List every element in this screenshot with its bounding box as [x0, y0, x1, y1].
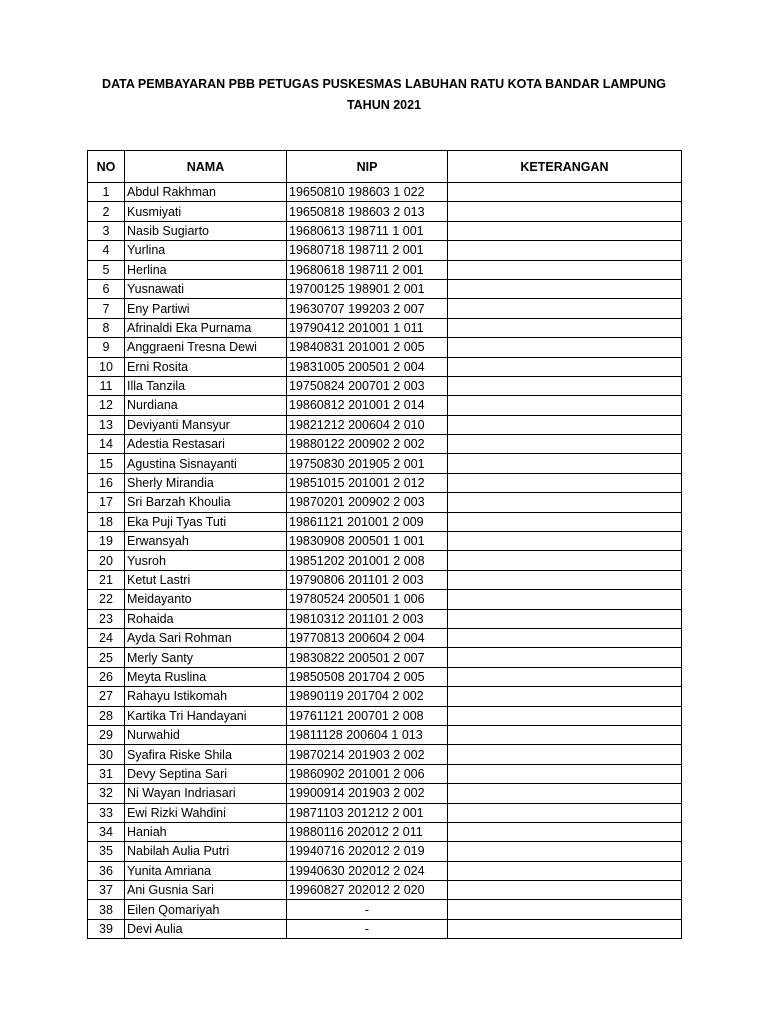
table-row [88, 764, 682, 783]
row-nip: 19851015 201001 2 012 [287, 473, 448, 492]
row-number: 36 [88, 861, 125, 880]
row-nip: 19790412 201001 1 011 [287, 318, 448, 337]
row-name: Afrinaldi Eka Purnama [125, 318, 287, 337]
row-nip: 19900914 201903 2 002 [287, 784, 448, 803]
row-nip: 19680718 198711 2 001 [287, 241, 448, 260]
table-row [88, 183, 682, 202]
row-number: 17 [88, 493, 125, 512]
table-row [88, 861, 682, 880]
row-keterangan [448, 919, 682, 938]
row-number: 38 [88, 900, 125, 919]
table-row [88, 570, 682, 589]
row-name: Eilen Qomariyah [125, 900, 287, 919]
row-keterangan [448, 745, 682, 764]
row-keterangan [448, 318, 682, 337]
row-name: Ketut Lastri [125, 570, 287, 589]
header-nip: NIP [287, 151, 448, 183]
table-row [88, 357, 682, 376]
row-keterangan [448, 667, 682, 686]
table-row [88, 725, 682, 744]
table-row [88, 609, 682, 628]
row-nip: 19810312 201101 2 003 [287, 609, 448, 628]
row-keterangan [448, 590, 682, 609]
row-keterangan [448, 376, 682, 395]
row-name: Herlina [125, 260, 287, 279]
table-body [88, 183, 682, 939]
row-name: Sherly Mirandia [125, 473, 287, 492]
row-number: 19 [88, 532, 125, 551]
row-number: 24 [88, 628, 125, 647]
row-keterangan [448, 260, 682, 279]
row-keterangan [448, 881, 682, 900]
row-name: Sri Barzah Khoulia [125, 493, 287, 512]
row-nip: 19940716 202012 2 019 [287, 842, 448, 861]
row-nip: 19680613 198711 1 001 [287, 221, 448, 240]
row-nip: 19650818 198603 2 013 [287, 202, 448, 221]
table-row [88, 881, 682, 900]
row-keterangan [448, 396, 682, 415]
title-line-2: TAHUN 2021 [346, 98, 422, 112]
row-keterangan [448, 803, 682, 822]
row-number: 2 [88, 202, 125, 221]
row-number: 35 [88, 842, 125, 861]
row-number: 15 [88, 454, 125, 473]
row-keterangan [448, 784, 682, 803]
row-keterangan [448, 764, 682, 783]
table-row [88, 919, 682, 938]
table-row [88, 493, 682, 512]
row-nip: 19761121 200701 2 008 [287, 706, 448, 725]
table-row [88, 900, 682, 919]
row-keterangan [448, 687, 682, 706]
row-name: Ewi Rizki Wahdini [125, 803, 287, 822]
title-line-1: DATA PEMBAYARAN PBB PETUGAS PUSKESMAS LABUHAN RATU KOTA BANDAR LAMPUNG [102, 77, 666, 91]
table-row [88, 803, 682, 822]
row-nip: 19860812 201001 2 014 [287, 396, 448, 415]
header-no: NO [88, 151, 125, 183]
row-number: 1 [88, 183, 125, 202]
row-keterangan [448, 183, 682, 202]
row-number: 39 [88, 919, 125, 938]
row-nip: 19880116 202012 2 011 [287, 822, 448, 841]
row-nip: 19890119 201704 2 002 [287, 687, 448, 706]
row-nip: 19811128 200604 1 013 [287, 725, 448, 744]
row-name: Abdul Rakhman [125, 183, 287, 202]
row-keterangan [448, 435, 682, 454]
row-name: Nasib Sugiarto [125, 221, 287, 240]
row-number: 31 [88, 764, 125, 783]
row-nip: 19850508 201704 2 005 [287, 667, 448, 686]
table-row [88, 628, 682, 647]
table-row [88, 318, 682, 337]
row-name: Syafira Riske Shila [125, 745, 287, 764]
row-number: 5 [88, 260, 125, 279]
row-keterangan [448, 842, 682, 861]
row-keterangan [448, 202, 682, 221]
table-row [88, 396, 682, 415]
row-name: Nurdiana [125, 396, 287, 415]
row-nip: 19790806 201101 2 003 [287, 570, 448, 589]
row-keterangan [448, 609, 682, 628]
row-keterangan [448, 454, 682, 473]
row-nip: 19830908 200501 1 001 [287, 532, 448, 551]
row-name: Devi Aulia [125, 919, 287, 938]
row-name: Nabilah Aulia Putri [125, 842, 287, 861]
row-nip: - [287, 900, 448, 919]
row-name: Adestia Restasari [125, 435, 287, 454]
row-nip: 19821212 200604 2 010 [287, 415, 448, 434]
row-number: 20 [88, 551, 125, 570]
table-row [88, 745, 682, 764]
table-row [88, 241, 682, 260]
row-name: Eka Puji Tyas Tuti [125, 512, 287, 531]
row-name: Yusroh [125, 551, 287, 570]
row-keterangan [448, 338, 682, 357]
table-row [88, 473, 682, 492]
row-keterangan [448, 299, 682, 318]
row-name: Yunita Amriana [125, 861, 287, 880]
payment-table [87, 150, 682, 939]
row-number: 10 [88, 357, 125, 376]
row-name: Eny Partiwi [125, 299, 287, 318]
row-keterangan [448, 532, 682, 551]
table-row [88, 338, 682, 357]
table-row [88, 532, 682, 551]
row-nip: 19831005 200501 2 004 [287, 357, 448, 376]
row-name: Illa Tanzila [125, 376, 287, 395]
row-keterangan [448, 357, 682, 376]
row-keterangan [448, 415, 682, 434]
document-title [0, 74, 768, 116]
row-number: 3 [88, 221, 125, 240]
row-keterangan [448, 279, 682, 298]
row-keterangan [448, 725, 682, 744]
row-number: 8 [88, 318, 125, 337]
row-name: Ni Wayan Indriasari [125, 784, 287, 803]
row-number: 27 [88, 687, 125, 706]
table-row [88, 842, 682, 861]
table-row [88, 260, 682, 279]
row-nip: 19780524 200501 1 006 [287, 590, 448, 609]
row-name: Ayda Sari Rohman [125, 628, 287, 647]
row-number: 34 [88, 822, 125, 841]
row-nip: 19940630 202012 2 024 [287, 861, 448, 880]
row-number: 37 [88, 881, 125, 900]
table-row [88, 512, 682, 531]
table-row [88, 221, 682, 240]
row-number: 21 [88, 570, 125, 589]
table-row [88, 667, 682, 686]
row-number: 4 [88, 241, 125, 260]
row-nip: 19960827 202012 2 020 [287, 881, 448, 900]
row-nip: 19680618 198711 2 001 [287, 260, 448, 279]
row-keterangan [448, 221, 682, 240]
table-row [88, 376, 682, 395]
row-number: 14 [88, 435, 125, 454]
table-row [88, 202, 682, 221]
row-number: 22 [88, 590, 125, 609]
table-row [88, 590, 682, 609]
row-nip: 19870214 201903 2 002 [287, 745, 448, 764]
row-keterangan [448, 706, 682, 725]
row-keterangan [448, 648, 682, 667]
row-name: Haniah [125, 822, 287, 841]
row-name: Erni Rosita [125, 357, 287, 376]
row-name: Rahayu Istikomah [125, 687, 287, 706]
row-number: 6 [88, 279, 125, 298]
row-nip: 19860902 201001 2 006 [287, 764, 448, 783]
row-name: Merly Santy [125, 648, 287, 667]
row-nip: - [287, 919, 448, 938]
row-number: 32 [88, 784, 125, 803]
row-name: Agustina Sisnayanti [125, 454, 287, 473]
row-number: 25 [88, 648, 125, 667]
row-number: 7 [88, 299, 125, 318]
table-row [88, 299, 682, 318]
row-number: 9 [88, 338, 125, 357]
row-name: Devy Septina Sari [125, 764, 287, 783]
row-keterangan [448, 551, 682, 570]
row-name: Yurlina [125, 241, 287, 260]
row-nip: 19770813 200604 2 004 [287, 628, 448, 647]
row-number: 23 [88, 609, 125, 628]
row-number: 29 [88, 725, 125, 744]
table-row [88, 706, 682, 725]
table-row [88, 648, 682, 667]
row-name: Yusnawati [125, 279, 287, 298]
row-number: 18 [88, 512, 125, 531]
row-nip: 19861121 201001 2 009 [287, 512, 448, 531]
row-keterangan [448, 493, 682, 512]
row-nip: 19871103 201212 2 001 [287, 803, 448, 822]
table-row [88, 454, 682, 473]
row-name: Anggraeni Tresna Dewi [125, 338, 287, 357]
row-number: 30 [88, 745, 125, 764]
table-row [88, 435, 682, 454]
row-nip: 19830822 200501 2 007 [287, 648, 448, 667]
row-keterangan [448, 512, 682, 531]
row-name: Rohaida [125, 609, 287, 628]
table-row [88, 822, 682, 841]
row-name: Kartika Tri Handayani [125, 706, 287, 725]
row-nip: 19840831 201001 2 005 [287, 338, 448, 357]
row-keterangan [448, 822, 682, 841]
row-keterangan [448, 861, 682, 880]
row-number: 13 [88, 415, 125, 434]
row-nip: 19700125 198901 2 001 [287, 279, 448, 298]
row-keterangan [448, 473, 682, 492]
table-row [88, 415, 682, 434]
row-name: Kusmiyati [125, 202, 287, 221]
table-row [88, 784, 682, 803]
row-keterangan [448, 570, 682, 589]
row-nip: 19851202 201001 2 008 [287, 551, 448, 570]
row-name: Deviyanti Mansyur [125, 415, 287, 434]
row-nip: 19870201 200902 2 003 [287, 493, 448, 512]
row-name: Nurwahid [125, 725, 287, 744]
row-number: 33 [88, 803, 125, 822]
row-number: 12 [88, 396, 125, 415]
row-nip: 19750830 201905 2 001 [287, 454, 448, 473]
row-number: 11 [88, 376, 125, 395]
row-nip: 19750824 200701 2 003 [287, 376, 448, 395]
header-keterangan: KETERANGAN [448, 151, 682, 183]
table-header-row [88, 151, 682, 183]
row-name: Erwansyah [125, 532, 287, 551]
row-keterangan [448, 241, 682, 260]
row-name: Meyta Ruslina [125, 667, 287, 686]
row-nip: 19650810 198603 1 022 [287, 183, 448, 202]
row-number: 28 [88, 706, 125, 725]
table-row [88, 687, 682, 706]
row-name: Ani Gusnia Sari [125, 881, 287, 900]
table-row [88, 551, 682, 570]
row-nip: 19630707 199203 2 007 [287, 299, 448, 318]
row-name: Meidayanto [125, 590, 287, 609]
row-nip: 19880122 200902 2 002 [287, 435, 448, 454]
table-row [88, 279, 682, 298]
row-keterangan [448, 900, 682, 919]
row-number: 16 [88, 473, 125, 492]
row-keterangan [448, 628, 682, 647]
header-nama: NAMA [125, 151, 287, 183]
row-number: 26 [88, 667, 125, 686]
